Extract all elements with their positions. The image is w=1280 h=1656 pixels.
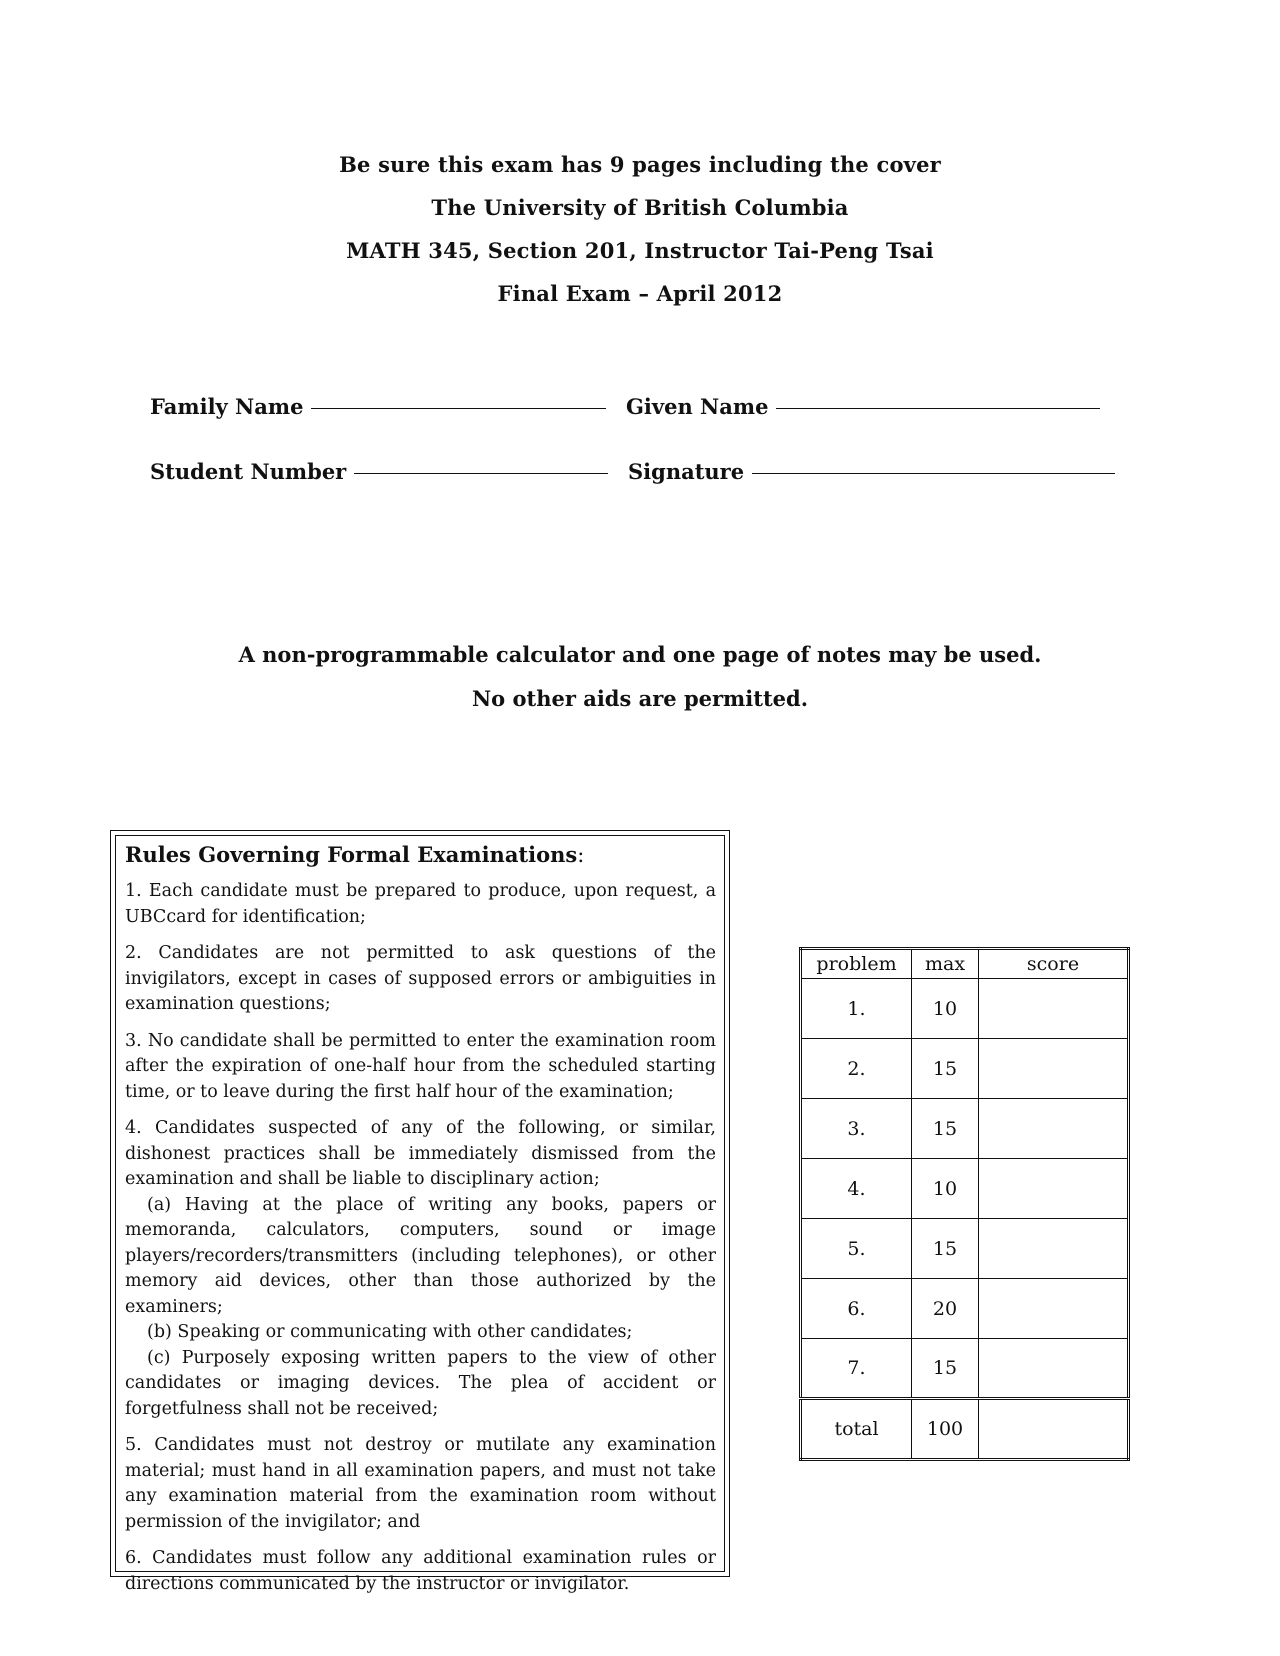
problem-score-cell[interactable] bbox=[979, 1159, 1129, 1219]
problem-number: 4. bbox=[801, 1159, 912, 1219]
rule-3: 3. No candidate shall be permitted to enter the examination room after the expiration of one-half hour from the scheduled starting time, or to leave during the first half hour of the examination; bbox=[125, 1030, 716, 1102]
table-row bbox=[801, 979, 1129, 1039]
problem-score-cell[interactable] bbox=[979, 1279, 1129, 1339]
total-score-cell[interactable] bbox=[979, 1399, 1129, 1460]
problem-number: 5. bbox=[801, 1219, 912, 1279]
problem-score-cell[interactable] bbox=[979, 1339, 1129, 1399]
student-number-field[interactable] bbox=[150, 459, 608, 484]
header-problem: problem bbox=[801, 949, 912, 979]
table-row bbox=[801, 1099, 1129, 1159]
table-row bbox=[801, 1159, 1129, 1219]
problem-max: 15 bbox=[912, 1039, 979, 1099]
signature-label: Signature bbox=[628, 459, 745, 484]
rules-title-text: Rules Governing Formal Examinations bbox=[125, 842, 578, 867]
exam-title: Final Exam – April 2012 bbox=[497, 281, 783, 306]
table-row bbox=[801, 1219, 1129, 1279]
problem-score-cell[interactable] bbox=[979, 979, 1129, 1039]
table-row bbox=[801, 1279, 1129, 1339]
table-row bbox=[801, 1039, 1129, 1099]
problem-max: 10 bbox=[912, 979, 979, 1039]
given-name-blank[interactable] bbox=[776, 407, 1100, 409]
problem-number: 1. bbox=[801, 979, 912, 1039]
table-row bbox=[801, 1339, 1129, 1399]
header-max: max bbox=[912, 949, 979, 979]
problem-score-cell[interactable] bbox=[979, 1219, 1129, 1279]
rule-4c: (c) Purposely exposing written papers to the view of other candidates or imaging devices. The plea of accident or forgetfulness shall not be received; bbox=[125, 1347, 716, 1419]
problem-max: 20 bbox=[912, 1279, 979, 1339]
signature-blank[interactable] bbox=[752, 472, 1115, 474]
rule-1: 1. Each candidate must be prepared to produce, upon request, a UBCcard for identification; bbox=[125, 881, 716, 927]
course-info: MATH 345, Section 201, Instructor Tai-Peng Tsai bbox=[346, 238, 934, 263]
rule-4b: (b) Speaking or communicating with other candidates; bbox=[147, 1322, 633, 1342]
university-name: The University of British Columbia bbox=[431, 195, 849, 220]
given-name-label: Given Name bbox=[626, 394, 769, 419]
problem-score-cell[interactable] bbox=[979, 1099, 1129, 1159]
given-name-field[interactable] bbox=[626, 394, 1100, 419]
problem-number: 3. bbox=[801, 1099, 912, 1159]
problem-max: 10 bbox=[912, 1159, 979, 1219]
family-name-field[interactable] bbox=[150, 394, 606, 419]
aids-permitted-note: A non-programmable calculator and one page of notes may be used. bbox=[238, 642, 1042, 667]
rule-4-block bbox=[125, 1116, 716, 1422]
problem-number: 6. bbox=[801, 1279, 912, 1339]
rule-6: 6. Candidates must follow any additional examination rules or directions communicated by the instructor or invigilator. bbox=[125, 1548, 716, 1594]
total-label: total bbox=[801, 1399, 912, 1460]
aids-prohibited-note: No other aids are permitted. bbox=[471, 686, 809, 711]
rules-title-colon: : bbox=[577, 843, 585, 867]
rules-box-inner bbox=[115, 835, 725, 1594]
rule-4a: (a) Having at the place of writing any books, papers or memoranda, calculators, computers, sound or image players/recorders/transmitters (including telephones), or other memory aid devices, other than those authorized by the examiners; bbox=[125, 1194, 716, 1317]
problem-number: 7. bbox=[801, 1339, 912, 1399]
problem-score-cell[interactable] bbox=[979, 1039, 1129, 1099]
rule-2: 2. Candidates are not permitted to ask questions of the invigilators, except in cases of supposed errors or ambiguities in examination questions; bbox=[125, 943, 716, 1014]
header-score: score bbox=[979, 949, 1129, 979]
rule-5: 5. Candidates must not destroy or mutilate any examination material; must hand in all examination papers, and must not take any examination material from the examination room without permission of the invigilator; and bbox=[125, 1435, 716, 1532]
signature-field[interactable] bbox=[628, 459, 1115, 484]
problem-max: 15 bbox=[912, 1099, 979, 1159]
family-name-label: Family Name bbox=[150, 394, 304, 419]
rule-4: 4. Candidates suspected of any of the following, or similar, dishonest practices shall be immediately dismissed from the examination and shall be liable to disciplinary action; bbox=[125, 1118, 716, 1189]
total-max: 100 bbox=[912, 1399, 979, 1460]
rules-box bbox=[110, 830, 730, 1594]
score-table bbox=[799, 947, 1130, 1461]
student-number-label: Student Number bbox=[150, 459, 347, 484]
rules-title bbox=[125, 840, 716, 870]
problem-max: 15 bbox=[912, 1339, 979, 1399]
family-name-blank[interactable] bbox=[311, 407, 606, 409]
student-number-blank[interactable] bbox=[354, 472, 608, 474]
problem-max: 15 bbox=[912, 1219, 979, 1279]
exam-page-count-note: Be sure this exam has 9 pages including the cover bbox=[339, 152, 941, 177]
total-row bbox=[801, 1399, 1129, 1460]
problem-number: 2. bbox=[801, 1039, 912, 1099]
score-table-header bbox=[801, 949, 1129, 979]
